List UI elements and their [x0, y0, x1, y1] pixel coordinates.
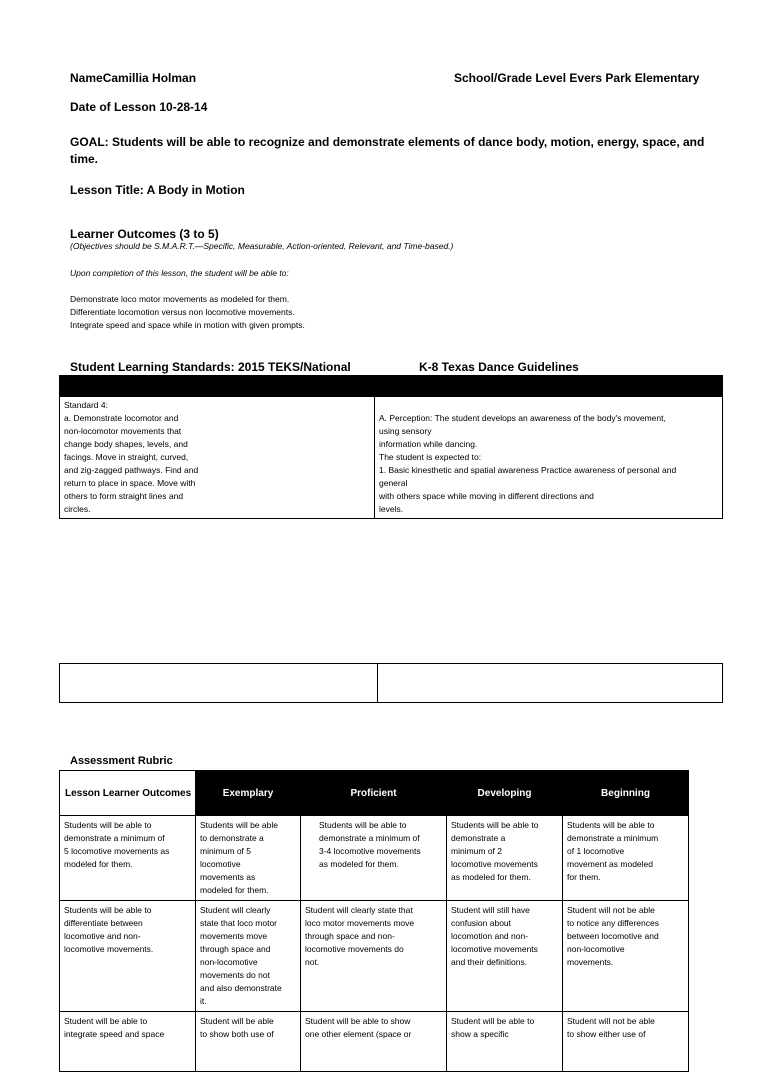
- school-label: School/Grade Level: [454, 71, 567, 85]
- rubric-cell-line: movement as modeled: [567, 859, 653, 869]
- rubric-cell: [563, 901, 689, 1012]
- rubric-cell-line: Student will be able to show: [305, 1016, 411, 1026]
- rubric-cell-line: Students will be able to: [567, 820, 655, 830]
- rubric-cell: [196, 816, 301, 901]
- rubric-cell-line: 5 locomotive movements as: [64, 846, 170, 856]
- rubric-cell-line: locomotive movements do: [305, 944, 404, 954]
- rubric-cell-line: Students will be able to: [319, 820, 407, 830]
- std-line: facings. Move in straight, curved,: [64, 452, 189, 462]
- outcomes-list: [70, 293, 305, 332]
- goal-line-1: GOAL: Students will be able to recognize and demonstrate elements of dance body, motion, energy, space, and: [70, 135, 705, 149]
- std-line: information while dancing.: [379, 439, 478, 449]
- rubric-cell-line: modeled for them.: [64, 859, 133, 869]
- empty-table: [59, 663, 723, 703]
- rubric-cell-line: demonstrate a minimum of: [64, 833, 165, 843]
- std-line: using sensory: [379, 426, 432, 436]
- rubric-cell: [447, 816, 563, 901]
- std-line: others to form straight lines and: [64, 491, 184, 501]
- standards-table: [59, 375, 723, 519]
- std-line: Standard 4:: [64, 400, 108, 410]
- rubric-cell-line: non-locomotive: [567, 944, 625, 954]
- std-line: return to place in space. Move with: [64, 478, 196, 488]
- rubric-cell-line: minimum of 5: [200, 846, 252, 856]
- name-line: [70, 71, 196, 85]
- std-line: and zig-zagged pathways. Find and: [64, 465, 199, 475]
- std-line: non-locomotor movements that: [64, 426, 182, 436]
- outcome-item: Demonstrate loco motor movements as modeled for them.: [70, 294, 290, 304]
- rubric-cell-line: Student will still have: [451, 905, 530, 915]
- rubric-cell-line: non-locomotive: [200, 957, 258, 967]
- outcome-item: Differentiate locomotion versus non locomotive movements.: [70, 307, 295, 317]
- std-line: a. Demonstrate locomotor and: [64, 413, 179, 423]
- rubric-cell-line: Student will be able to: [64, 1016, 148, 1026]
- outcome-item: Integrate speed and space while in motion with given prompts.: [70, 320, 305, 330]
- std-line: circles.: [64, 504, 91, 514]
- rubric-cell: [196, 901, 301, 1012]
- rubric-cell-line: modeled for them.: [200, 885, 269, 895]
- rubric-cell-line: not.: [305, 957, 320, 967]
- rubric-cell-line: through space and: [200, 944, 271, 954]
- rubric-cell-line: locomotion and non-: [451, 931, 529, 941]
- rubric-cell-line: demonstrate a minimum: [567, 833, 659, 843]
- rubric-cell: [563, 816, 689, 901]
- rubric-cell-line: show a specific: [451, 1029, 509, 1039]
- rubric-cell: [301, 816, 447, 901]
- rubric-cell-line: movements do not: [200, 970, 270, 980]
- rubric-cell-line: confusion about: [451, 918, 512, 928]
- rubric-cell-line: locomotive movements.: [64, 944, 154, 954]
- rubric-cell-line: Students will be able to: [451, 820, 539, 830]
- standards-heading-right: K-8 Texas Dance Guidelines: [419, 360, 579, 374]
- rubric-cell-line: to show both use of: [200, 1029, 274, 1039]
- outcomes-note: (Objectives should be S.M.A.R.T.—Specific, Measurable, Action-oriented, Relevant, and Time-based.): [70, 241, 454, 251]
- rubric-cell-line: one other element (space or: [305, 1029, 412, 1039]
- empty-cell: [378, 664, 723, 703]
- rubric-header: Exemplary: [196, 771, 301, 816]
- rubric-cell-line: to notice any differences: [567, 918, 659, 928]
- rubric-cell-line: state that loco motor: [200, 918, 278, 928]
- rubric-cell: [60, 1012, 196, 1072]
- goal: [70, 134, 704, 168]
- std-line: A. Perception: The student develops an awareness of the body's movement,: [379, 413, 666, 423]
- standards-right-cell: [375, 397, 723, 519]
- std-line: levels.: [379, 504, 404, 514]
- rubric-table: [59, 770, 689, 1072]
- rubric-cell-line: between locomotive and: [567, 931, 659, 941]
- rubric-header: Beginning: [563, 771, 689, 816]
- rubric-cell-line: movements move: [200, 931, 268, 941]
- rubric-cell-line: loco motor movements move: [305, 918, 415, 928]
- rubric-header: Lesson Learner Outcomes: [60, 771, 196, 816]
- std-line: with others space while moving in different directions and: [379, 491, 594, 501]
- outcomes-heading: Learner Outcomes (3 to 5): [70, 227, 219, 241]
- rubric-cell-line: Students will be able to: [64, 820, 152, 830]
- standards-row: [60, 397, 723, 519]
- rubric-cell-line: 3-4 locomotive movements: [319, 846, 421, 856]
- rubric-cell-line: demonstrate a minimum of: [319, 833, 420, 843]
- rubric-cell: [563, 1012, 689, 1072]
- outcomes-intro: Upon completion of this lesson, the student will be able to:: [70, 268, 289, 278]
- rubric-cell-line: Students will be able: [200, 820, 278, 830]
- std-line: change body shapes, levels, and: [64, 439, 188, 449]
- rubric-title: Assessment Rubric: [70, 755, 173, 767]
- rubric-cell-line: to demonstrate a: [200, 833, 264, 843]
- rubric-cell-line: locomotive movements: [451, 859, 538, 869]
- rubric-cell: [301, 901, 447, 1012]
- rubric-cell-line: locomotive: [200, 859, 241, 869]
- lesson-title: Lesson Title: A Body in Motion: [70, 183, 245, 197]
- rubric-row: [60, 816, 689, 901]
- rubric-cell-line: integrate speed and space: [64, 1029, 165, 1039]
- rubric-cell-line: for them.: [567, 872, 601, 882]
- rubric-cell-line: it.: [200, 996, 207, 1006]
- std-line: general: [379, 478, 408, 488]
- rubric-cell-line: Student will not be able: [567, 905, 655, 915]
- rubric-cell: [60, 901, 196, 1012]
- rubric-cell-line: demonstrate a: [451, 833, 506, 843]
- goal-line-2: time.: [70, 152, 99, 166]
- rubric-cell-line: locomotive movements: [451, 944, 538, 954]
- school-value: Evers Park Elementary: [569, 71, 700, 85]
- standards-header-bar: [60, 376, 723, 397]
- rubric-cell-line: Students will be able to: [64, 905, 152, 915]
- rubric-cell-line: minimum of 2: [451, 846, 503, 856]
- rubric-cell-line: as modeled for them.: [319, 859, 399, 869]
- rubric-cell: [447, 901, 563, 1012]
- rubric-cell-line: through space and non-: [305, 931, 395, 941]
- standards-left-cell: [60, 397, 375, 519]
- rubric-cell: [196, 1012, 301, 1072]
- rubric-row: [60, 1012, 689, 1072]
- rubric-cell: [301, 1012, 447, 1072]
- school-line: [454, 71, 699, 85]
- std-line: The student is expected to:: [379, 452, 482, 462]
- rubric-cell-line: and their definitions.: [451, 957, 528, 967]
- rubric-cell-line: Student will clearly state that: [305, 905, 413, 915]
- empty-cell: [60, 664, 378, 703]
- rubric-cell-line: as modeled for them.: [451, 872, 531, 882]
- rubric-header: Developing: [447, 771, 563, 816]
- name-label: Name: [70, 71, 103, 85]
- rubric-cell-line: locomotive and non-: [64, 931, 141, 941]
- rubric-cell-line: movements.: [567, 957, 614, 967]
- rubric-cell-line: Student will be able to: [451, 1016, 535, 1026]
- lesson-date: Date of Lesson 10-28-14: [70, 100, 208, 114]
- rubric-cell-line: Student will clearly: [200, 905, 271, 915]
- standards-heading-left: Student Learning Standards: 2015 TEKS/National: [70, 360, 351, 374]
- rubric-cell-line: of 1 locomotive: [567, 846, 625, 856]
- rubric-row: [60, 901, 689, 1012]
- std-line: 1. Basic kinesthetic and spatial awareness Practice awareness of personal and: [379, 465, 677, 475]
- rubric-header: Proficient: [301, 771, 447, 816]
- rubric-cell-line: movements as: [200, 872, 256, 882]
- rubric-cell-line: to show either use of: [567, 1029, 646, 1039]
- rubric-cell-line: and also demonstrate: [200, 983, 282, 993]
- rubric-cell-line: differentiate between: [64, 918, 143, 928]
- name-value: Camillia Holman: [102, 71, 197, 85]
- rubric-header-row: [60, 771, 689, 816]
- rubric-cell: [447, 1012, 563, 1072]
- rubric-cell-line: Student will not be able: [567, 1016, 655, 1026]
- rubric-cell: [60, 816, 196, 901]
- rubric-cell-line: Student will be able: [200, 1016, 274, 1026]
